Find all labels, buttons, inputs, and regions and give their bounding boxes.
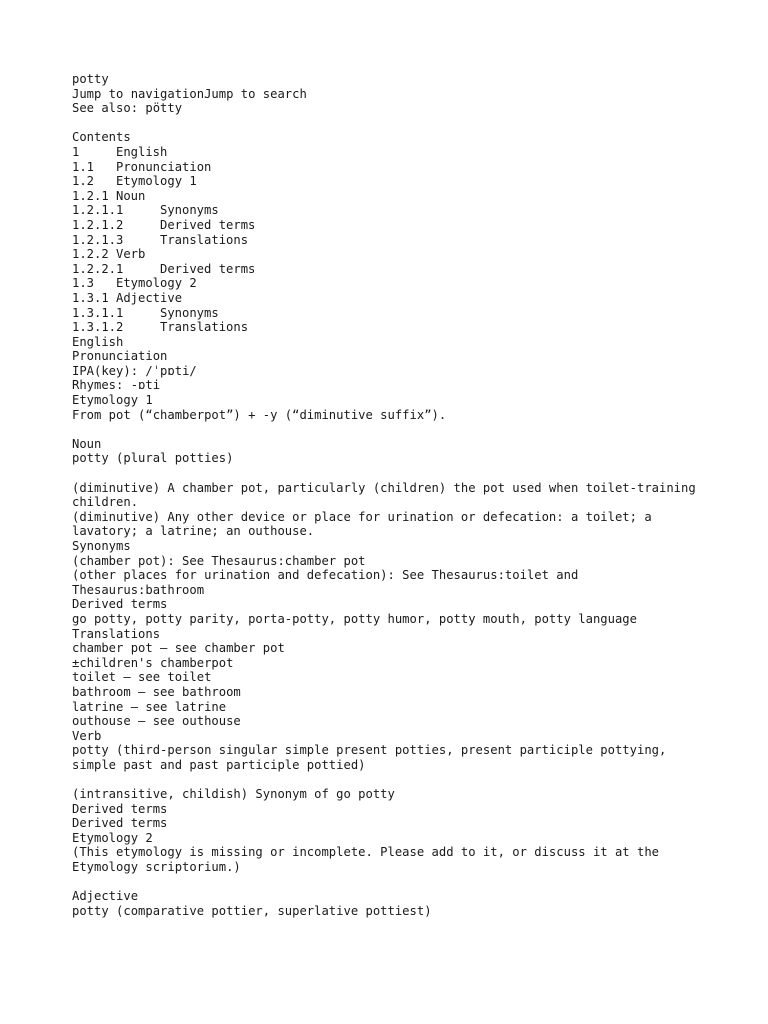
toc-item[interactable] (72, 276, 712, 291)
page-title: potty (72, 72, 109, 86)
toc-item[interactable] (72, 306, 712, 321)
synonym-item: (other places for urination and defecation): See Thesaurus:toilet and Thesaurus:bathroom (72, 568, 586, 597)
etymology-1-text: From pot (“chamberpot”) + -y (“diminutive suffix”). (72, 407, 447, 422)
spacer (72, 466, 712, 481)
toc-item-number: 1.2.1.2 (72, 217, 124, 232)
toc-item-number: 1 (72, 144, 80, 159)
section-heading-verb: Verb (72, 728, 102, 743)
toc-item-number: 1.2.2.1 (72, 261, 124, 276)
toc-item-number: 1.2 (72, 174, 95, 189)
section-heading-adjective: Adjective (72, 889, 139, 904)
toc-item-label: Adjective (116, 290, 183, 305)
toc-item[interactable] (72, 160, 712, 175)
see-also-line (72, 101, 712, 116)
ipa-value: : /ˈpɒti/ (130, 363, 197, 378)
rhymes-line (72, 378, 712, 393)
ipa-prefix: IPA(key) (72, 363, 131, 378)
section-heading-synonyms: Synonyms (72, 539, 131, 553)
contents-heading: Contents (72, 130, 131, 145)
section-heading-translations: Translations (72, 626, 161, 641)
toc-item[interactable] (72, 189, 712, 204)
toc-item-label: Synonyms (160, 305, 219, 320)
toc-item-label: Derived terms (160, 261, 256, 276)
translation-item: ±children's chamberpot (72, 655, 234, 670)
rhymes-prefix: Rhymes: (72, 378, 131, 393)
toc-item-number: 1.2.1.3 (72, 232, 124, 247)
adjective-headword: potty (comparative pottier, superlative pottiest) (72, 903, 432, 918)
verb-headword: potty (third-person singular simple present potties, present participle pottying, simple past and past participle pottied) (72, 743, 674, 772)
translation-item: bathroom — see bathroom (72, 684, 241, 699)
toc-item[interactable] (72, 174, 712, 189)
toc-item[interactable] (72, 320, 712, 335)
toc-item-label: Etymology 1 (116, 174, 197, 189)
spacer (72, 875, 712, 890)
toc-item-number: 1.2.1.1 (72, 203, 124, 218)
toc-item[interactable] (72, 262, 712, 277)
see-also-link[interactable]: pötty (145, 101, 183, 116)
toc-item-label: Verb (116, 247, 146, 262)
toc-item[interactable] (72, 291, 712, 306)
toc-item-label: English (116, 144, 168, 159)
toc-item-label: Translations (160, 232, 249, 247)
toc-item[interactable] (72, 203, 712, 218)
translation-item: latrine — see latrine (72, 699, 227, 714)
jump-to-search-link[interactable]: Jump to search (204, 86, 307, 101)
noun-definition: (diminutive) A chamber pot, particularly (children) the pot used when toilet-training children. (72, 480, 704, 510)
noun-headword: potty (plural potties) (72, 451, 234, 466)
translation-item: toilet — see toilet (72, 670, 212, 685)
translation-item: chamber pot — see chamber pot (72, 641, 285, 656)
see-also-prefix: See also: (72, 101, 146, 116)
spacer (72, 116, 712, 131)
section-heading-derived-terms: Derived terms (72, 597, 168, 612)
toc-item-number: 1.2.1 (72, 188, 109, 203)
translation-item: outhouse — see outhouse (72, 714, 241, 729)
toc-item[interactable] (72, 218, 712, 233)
ipa-line (72, 364, 712, 379)
toc-item-number: 1.3.1 (72, 290, 109, 305)
section-heading-pronunciation: Pronunciation (72, 349, 168, 364)
jump-to-navigation-link[interactable]: Jump to navigation (72, 86, 205, 101)
section-heading-derived-terms: Derived terms (72, 816, 168, 831)
section-heading-etymology-1: Etymology 1 (72, 393, 153, 408)
toc-item-label: Derived terms (160, 217, 256, 232)
etymology-2-text: (This etymology is missing or incomplete. Please add to it, or discuss it at the Etymology scriptorium.) (72, 845, 667, 875)
toc-item[interactable] (72, 145, 712, 160)
verb-definition: (intransitive, childish) Synonym of go potty (72, 787, 395, 802)
rhymes-link[interactable]: -ɒti (130, 378, 161, 393)
section-heading-noun: Noun (72, 436, 102, 451)
toc-item-label: Synonyms (160, 203, 219, 218)
toc-item-label: Pronunciation (116, 159, 212, 174)
section-heading-derived-terms: Derived terms (72, 801, 168, 816)
toc-item-number: 1.2.2 (72, 247, 109, 262)
spacer (72, 422, 712, 437)
derived-terms-list: go potty, potty parity, porta-potty, potty humor, potty mouth, potty language (72, 611, 637, 626)
synonym-item: (chamber pot): See Thesaurus:chamber pot (72, 553, 366, 568)
section-heading-english: English (72, 334, 124, 349)
noun-definition: (diminutive) Any other device or place for urination or defecation: a toilet; a lavatory; a latrine; an outhouse. (72, 509, 660, 539)
toc-item-number: 1.3.1.1 (72, 305, 124, 320)
spacer (72, 773, 712, 788)
toc-item[interactable] (72, 233, 712, 248)
toc-item[interactable] (72, 247, 712, 262)
table-of-contents (72, 145, 712, 335)
jump-links (72, 87, 712, 102)
wiktionary-entry-page (72, 72, 712, 918)
section-heading-etymology-2: Etymology 2 (72, 830, 153, 845)
toc-item-number: 1.3 (72, 276, 95, 291)
toc-item-label: Etymology 2 (116, 276, 197, 291)
toc-item-label: Translations (160, 320, 249, 335)
toc-item-number: 1.1 (72, 159, 95, 174)
toc-item-number: 1.3.1.2 (72, 320, 124, 335)
toc-item-label: Noun (116, 188, 146, 203)
